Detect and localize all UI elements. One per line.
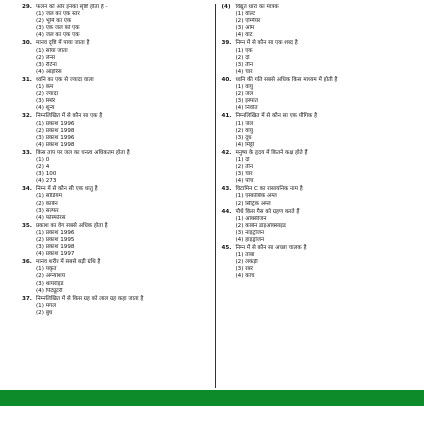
question-number: 37. [22, 295, 32, 302]
answer-option: (1) तांबा [235, 252, 255, 259]
question-number: 44. [221, 208, 232, 215]
question-header [22, 223, 211, 230]
question-header [222, 209, 411, 216]
options-list [222, 157, 411, 185]
question-header [22, 4, 211, 11]
options-list [222, 216, 411, 244]
options-list [222, 84, 411, 112]
answer-option: (2) कार्बन [36, 200, 58, 207]
answer-option: (4) 273 [36, 178, 57, 185]
question-item [222, 245, 411, 280]
question-text: ध्वनि का एक से ज्यादा वाला [36, 76, 94, 83]
question-number: 30. [22, 40, 32, 47]
question-number: 35. [22, 222, 32, 229]
answer-option: (4) शून्य [36, 105, 55, 112]
question-number: 29. [22, 4, 32, 10]
options-list [22, 84, 211, 112]
answer-option: (1) दो [235, 156, 250, 163]
question-item [22, 113, 211, 148]
question-text: निम्न में से कौन सा एक शब्द है [235, 40, 298, 47]
answer-option: (1) मंगल [36, 302, 56, 309]
footer-bar [0, 390, 424, 406]
question-text: निम्न में से कौन सा अच्छा चालक है [235, 245, 307, 252]
answer-option: (2) अग्न्याशय [36, 273, 65, 280]
answer-option: (2) 4 [36, 164, 50, 171]
answer-option: (3) नाइट्रोजन [235, 229, 265, 236]
question-header [22, 186, 211, 193]
options-list [222, 252, 411, 280]
question-text: विटामिन C का रासायनिक नाम है [235, 186, 303, 193]
options-list [222, 193, 411, 207]
question-header [22, 150, 211, 157]
question-item [22, 77, 211, 112]
question-number: 31. [22, 76, 32, 83]
answer-option: (1) वायु [235, 84, 254, 91]
question-item [222, 150, 411, 185]
question-number: 40. [221, 76, 232, 83]
options-list [22, 121, 211, 149]
question-item [22, 4, 211, 39]
answer-option: (2) लेन्स [36, 54, 56, 61]
left-column [22, 4, 216, 388]
question-text: किस ताप पर जल का घनत्व अधिकतम होता है [36, 149, 130, 156]
answer-option: (3) 100 [36, 171, 57, 178]
question-number: 32. [22, 113, 32, 120]
question-item [222, 186, 411, 207]
answer-option: (1) वोल्ट [235, 11, 256, 18]
answer-option: (2) लकड़ी [235, 259, 258, 266]
answer-option: (2) एम्पियर [235, 18, 261, 25]
answer-option: (2) भूमि का एक [36, 18, 72, 25]
question-number: 33. [22, 149, 32, 156]
answer-option: (2) ज्यादा [36, 91, 59, 98]
answer-option: (1) यकृत [36, 266, 57, 273]
answer-option: (2) कार्बन डाइऑक्साइड [235, 222, 286, 229]
question-text: विद्युत धारा का मात्रक [235, 4, 279, 10]
question-header [22, 77, 211, 84]
options-list [22, 230, 211, 258]
answer-option: (1) प्रकाश 1996 [36, 120, 75, 127]
answer-option: (1) जल [235, 120, 254, 127]
answer-option: (2) बुध [36, 309, 53, 316]
question-header [22, 40, 211, 47]
answer-option: (1) जल का एक स्तर [36, 11, 80, 18]
answer-option: (2) दो [235, 54, 250, 61]
question-number: 36. [22, 259, 32, 266]
question-text: मानव शरीर में सबसे बड़ी ग्रंथि है [36, 259, 101, 266]
question-item [222, 4, 411, 39]
question-header [222, 40, 411, 47]
answer-option: (4) चार [235, 68, 253, 75]
question-header [222, 150, 411, 157]
answer-option: (3) प्रकाश 1998 [36, 244, 75, 251]
answer-option: (3) चार [235, 171, 253, 178]
question-item [222, 40, 411, 75]
answer-option: (4) प्रकाश 1997 [36, 251, 75, 258]
answer-option: (1) प्रकाश 1996 [36, 229, 75, 236]
answer-option: (1) ऑक्सीजन [235, 215, 267, 222]
options-list [222, 48, 411, 76]
answer-option: (4) कांच [235, 273, 255, 280]
question-number: 41. [221, 113, 232, 120]
options-list [222, 121, 411, 149]
options-list [22, 266, 211, 294]
answer-option: (4) मिट्टी [235, 141, 255, 148]
question-item [22, 259, 211, 294]
question-item [22, 223, 211, 258]
answer-option: (2) सिट्रिक अम्ल [235, 200, 271, 207]
answer-option: (4) हाइड्रोजन [235, 237, 265, 243]
question-item [22, 186, 211, 221]
question-number: (4) [221, 4, 231, 10]
answer-option: (4) निर्वात [235, 105, 258, 112]
question-header [222, 186, 411, 193]
answer-option: (1) एक [235, 47, 253, 54]
question-text: निम्न में से कौन सी एक धातु है [36, 186, 98, 193]
question-header [222, 77, 411, 84]
question-number: 45. [221, 245, 232, 252]
answer-option: (3) इस्पात [235, 98, 258, 105]
options-list [222, 11, 411, 39]
answer-option: (2) तीन [235, 164, 253, 171]
question-number: 43. [221, 186, 232, 193]
answer-option: (3) प्रकाश 1996 [36, 134, 75, 141]
answer-option: (4) वाट [235, 32, 253, 39]
answer-option: (4) आइरिस [36, 68, 62, 75]
answer-option: (3) सल्फर [36, 207, 59, 214]
question-header [222, 4, 411, 11]
answer-option: (3) रेटिना [36, 61, 57, 68]
question-text: मनुष्य के हृदय में कितने कक्ष होते हैं [235, 149, 308, 156]
question-item [222, 77, 411, 112]
answer-option: (2) प्रकाश 1995 [36, 237, 75, 243]
answer-option: (4) पिट्यूटरी [36, 287, 63, 294]
answer-option: (2) वायु [235, 127, 254, 134]
question-text: निम्नलिखित में से कौन सा एक है [36, 113, 103, 120]
question-text: निम्नलिखित में से कौन सा एक यौगिक है [235, 113, 318, 120]
question-item [222, 113, 411, 148]
question-text: ध्वनि की गति सबसे अधिक किस माध्यम में होती है [235, 76, 338, 83]
question-item [22, 296, 211, 317]
options-list [22, 303, 211, 317]
question-text: निम्नलिखित में से किस ग्रह को लाल ग्रह कहा जाता है [36, 295, 144, 302]
question-header [222, 113, 411, 120]
question-text: मानव दृष्टि में पाया जाता है [36, 40, 90, 47]
answer-option: (3) ओम [235, 25, 255, 32]
exam-page [22, 4, 410, 388]
question-header [22, 113, 211, 120]
answer-option: (1) सोया जाता [36, 47, 68, 54]
answer-option: (4) पाँच [235, 178, 254, 185]
question-number: 39. [221, 40, 232, 47]
answer-option: (1) सोडियम [36, 193, 62, 200]
answer-option: (4) प्रकाश 1998 [36, 141, 75, 148]
answer-option: (3) स्थिर [36, 98, 56, 105]
options-list [22, 48, 211, 76]
answer-option: (1) 0 [36, 156, 50, 163]
answer-option: (2) जल [235, 91, 254, 98]
answer-option: (4) फॉस्फोरस [36, 214, 66, 221]
options-list [22, 11, 211, 39]
question-header [222, 245, 411, 252]
question-item [222, 209, 411, 244]
answer-option: (3) थायरॉइड [36, 280, 64, 287]
question-text: पौधे किस गैस को ग्रहण करते हैं [235, 208, 300, 215]
options-list [22, 157, 211, 185]
question-number: 34. [22, 186, 32, 193]
question-item [22, 150, 211, 185]
answer-option: (3) तीन [235, 61, 253, 68]
answer-option: (2) प्रकाश 1998 [36, 127, 75, 134]
question-number: 42. [221, 149, 232, 156]
question-text: प्रकाश का वेग सबसे अधिक होता है [36, 222, 108, 229]
question-text: फलन को ओर इनका सृष्टि होता है - [36, 4, 108, 10]
answer-option: (3) दूध [235, 134, 252, 141]
answer-option: (1) एस्कॉर्बिक अम्ल [235, 193, 277, 200]
answer-option: (1) कम [36, 84, 54, 91]
answer-option: (3) रबर [235, 266, 253, 273]
right-column [216, 4, 411, 388]
question-item [22, 40, 211, 75]
answer-option: (3) एक जल को एक [36, 25, 80, 32]
question-header [22, 259, 211, 266]
question-header [22, 296, 211, 303]
answer-option: (4) जल का एक एक [36, 32, 80, 39]
options-list [22, 193, 211, 221]
